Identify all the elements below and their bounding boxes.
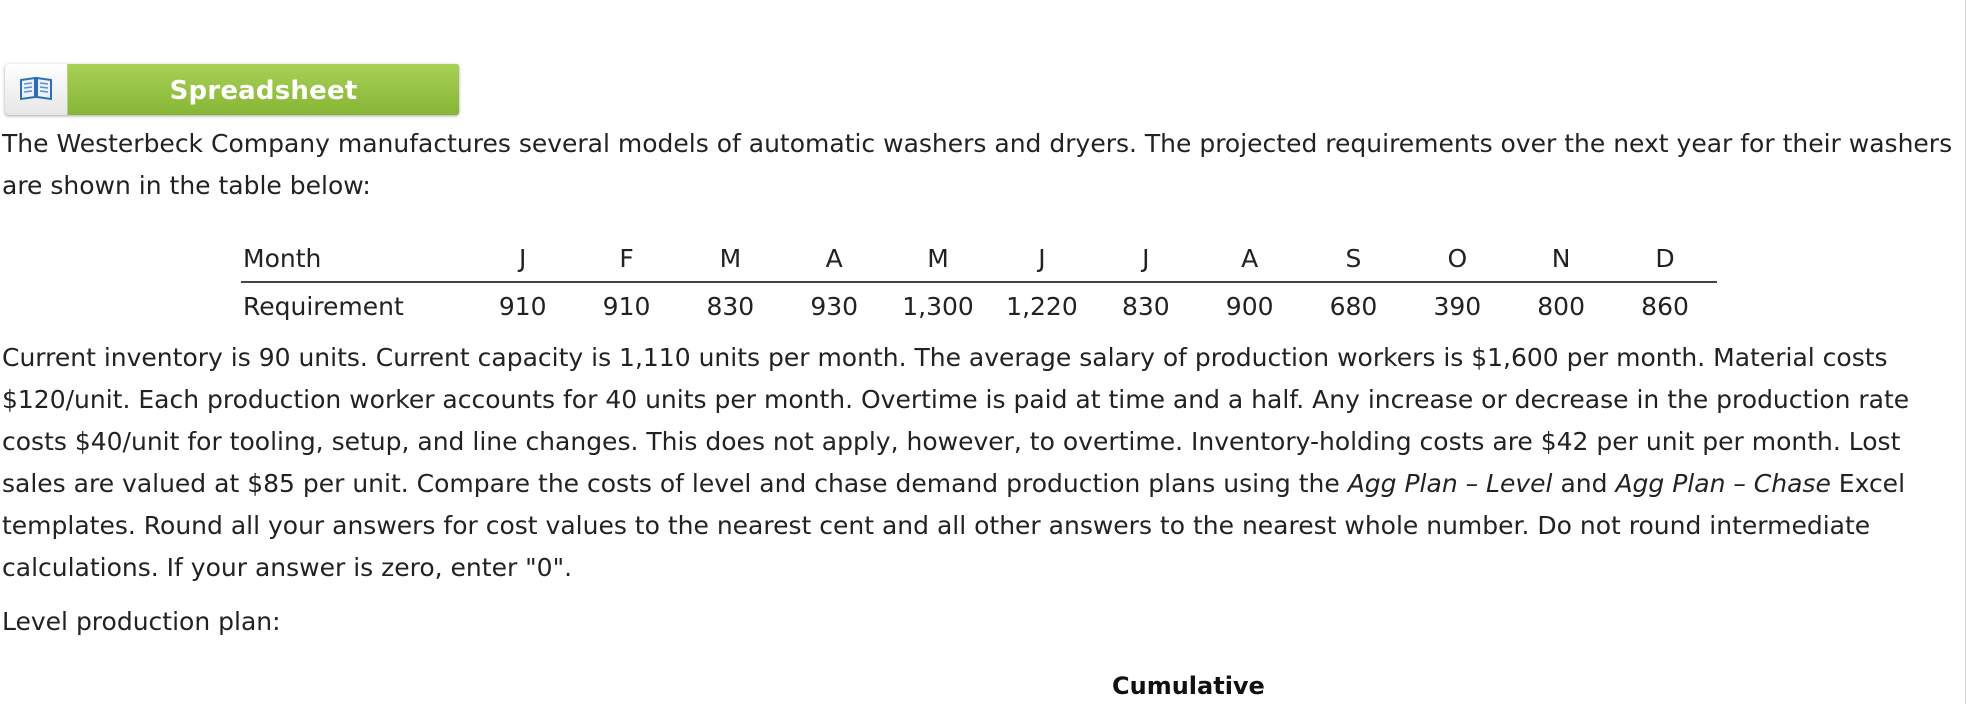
requirement-cell: 1,220 (1006, 291, 1078, 321)
requirement-cell: 930 (810, 291, 859, 321)
details-paragraph (2, 337, 1957, 589)
month-cell: M (886, 235, 990, 282)
month-header: Month (241, 235, 471, 282)
details-text-and: and (1552, 469, 1616, 498)
agg-plan-level-template: Agg Plan – Level (1347, 469, 1553, 498)
spreadsheet-label: Spreadsheet (169, 76, 358, 106)
requirement-cell: 830 (706, 291, 755, 321)
spreadsheet-button[interactable] (5, 64, 459, 115)
requirements-table (241, 235, 1717, 329)
requirement-cell: 390 (1433, 291, 1482, 321)
month-cell: A (782, 235, 886, 282)
month-cell: N (1509, 235, 1613, 282)
month-cell: J (471, 235, 575, 282)
intro-paragraph: The Westerbeck Company manufactures several models of automatic washers and dryers. The projected requirements over the next year for their washers are shown in the table below: (2, 129, 1953, 200)
month-cell: M (678, 235, 782, 282)
requirement-cell: 800 (1537, 291, 1585, 321)
details-text-part2: Excel templates. Round all your answers for cost values to the nearest cent and all other answers to the nearest whole number. Do not round intermediate calculations. If your answer is zero, enter "0". (2, 469, 1906, 582)
open-book-icon (19, 76, 53, 102)
requirement-cell: 830 (1121, 291, 1170, 321)
requirement-header: Requirement (243, 291, 404, 321)
month-cell: J (1094, 235, 1198, 282)
month-cell: A (1198, 235, 1302, 282)
requirement-cell: 910 (602, 291, 651, 321)
month-cell: S (1302, 235, 1406, 282)
month-cell: O (1405, 235, 1509, 282)
requirement-cell: 910 (498, 291, 547, 321)
requirement-cell: 900 (1225, 291, 1274, 321)
agg-plan-chase-template: Agg Plan – Chase (1615, 469, 1831, 498)
details-text-part1: Current inventory is 90 units. Current capacity is 1,110 units per month. The average salary of production workers is $1,600 per month. Material costs $120/unit. Each production worker accounts for 40 units per month. Overtime is paid at time and a half. Any increase or decrease in the production rate costs $40/unit for tooling, setup, and line changes. This does not apply, however, to overtime. Inventory-holding costs are $42 per unit per month. Lost sales are valued at $85 per unit. Compare the costs of level and chase demand production plans using the (2, 343, 1910, 498)
requirement-cell: 680 (1329, 291, 1378, 321)
month-cell: F (575, 235, 679, 282)
banner-icon-box (5, 64, 68, 115)
requirement-cell: 860 (1641, 291, 1689, 321)
table-row (241, 282, 1717, 329)
banner-green-area (68, 64, 459, 115)
table-header-row (241, 235, 1717, 282)
level-production-plan-label: Level production plan: (2, 607, 281, 636)
cumulative-column-header: Cumulative (1112, 672, 1265, 700)
month-cell: J (990, 235, 1094, 282)
requirement-cell: 1,300 (902, 291, 974, 321)
month-cell: D (1613, 235, 1717, 282)
